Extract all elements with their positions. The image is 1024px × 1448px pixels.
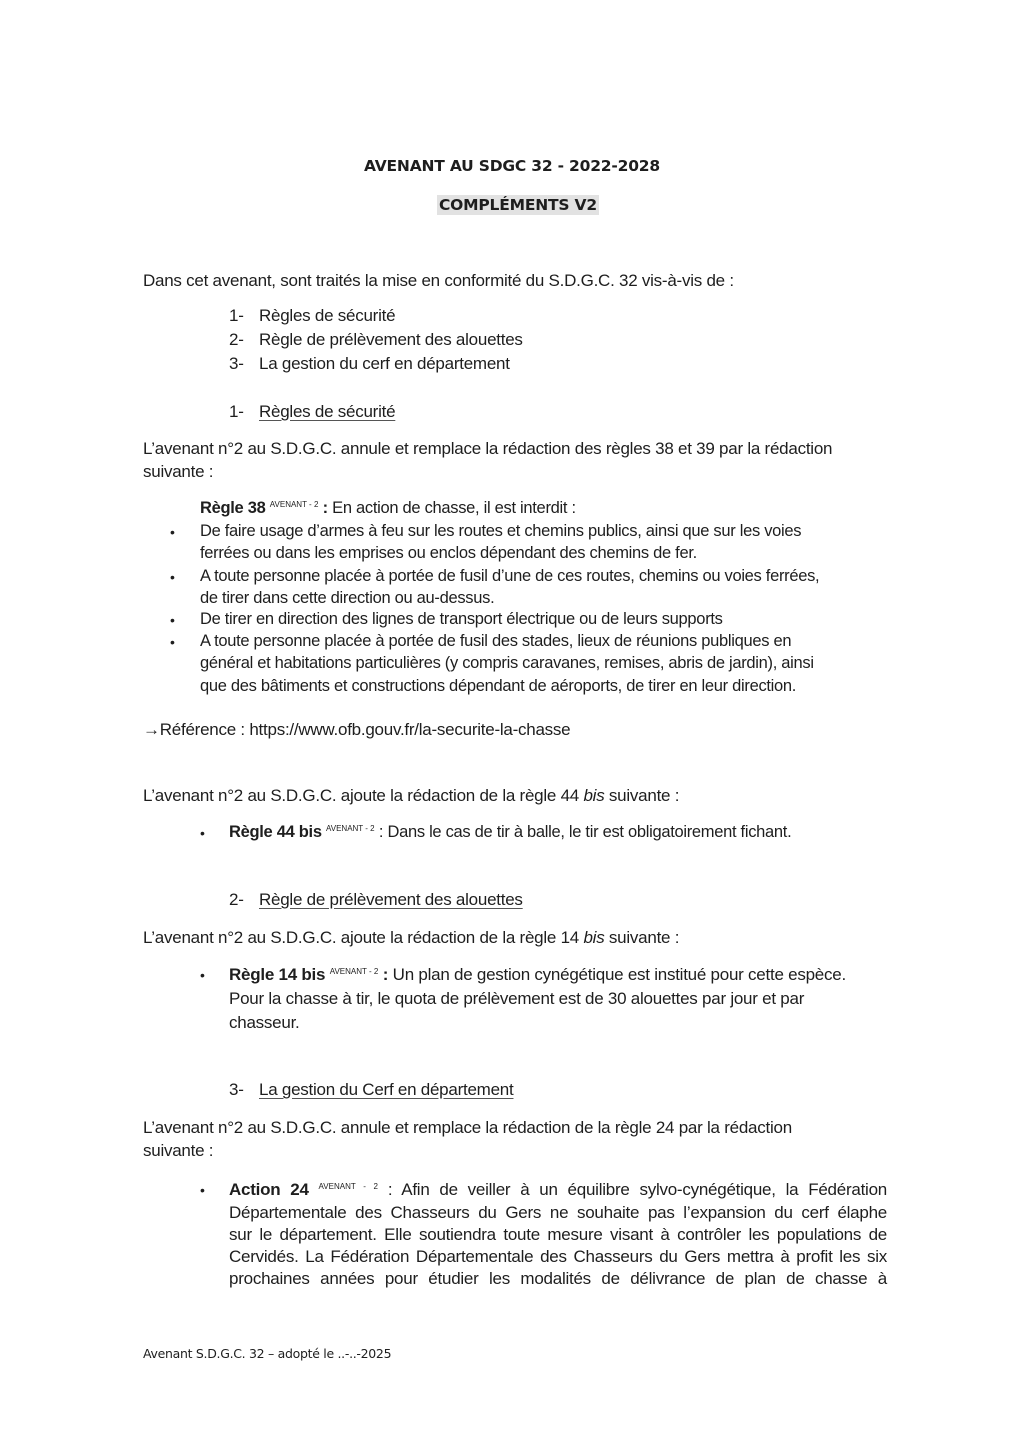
list-label: Règles de sécurité [259, 306, 396, 325]
action-24-line: sur le département. Elle soutiendra toute mesure visant à contrôler les populations de [229, 1225, 887, 1244]
arrow-right-icon: → [143, 720, 160, 739]
section-2-heading [229, 890, 523, 910]
bullet-icon: • [170, 612, 175, 628]
section-title: Règles de sécurité [259, 402, 396, 421]
section-3-intro: L’avenant n°2 au S.D.G.C. annule et remplace la rédaction de la règle 24 par la rédaction [143, 1118, 792, 1137]
section-number: 3- [229, 1080, 244, 1099]
section-number: 1- [229, 402, 244, 421]
bullet-text: que des bâtiments et constructions dépendant de aéroports, de tirer en leur direction. [200, 677, 797, 695]
rule-text: chasseur. [229, 1013, 300, 1032]
action-24-line: Départementale des Chasseurs du Gers ne souhaite pas l’expansion du cerf élaphe [229, 1203, 887, 1222]
intro-list-item [229, 306, 395, 326]
rule-label: Règle 44 bis [229, 823, 322, 841]
rule-label: Règle 38 [200, 499, 266, 517]
section-title: Règle de prélèvement des alouettes [259, 890, 523, 909]
bullet-icon: • [200, 825, 205, 841]
bullet-icon: • [200, 967, 205, 983]
section-1-intro-cont: suivante : [143, 462, 214, 481]
action-superscript: AVENANT - 2 [318, 1182, 378, 1191]
rule-text: Pour la chasse à tir, le quota de prélèvement est de 30 alouettes par jour et par [229, 989, 805, 1008]
list-number: 1- [229, 306, 244, 325]
section-1-intro: L’avenant n°2 au S.D.G.C. annule et remplace la rédaction des règles 38 et 39 par la rédaction [143, 439, 833, 458]
action-24-first-line [229, 1180, 887, 1200]
reference-link[interactable]: Référence : https://www.ofb.gouv.fr/la-securite-la-chasse [159, 720, 571, 739]
bullet-icon: • [170, 634, 175, 650]
bullet-text: de tirer dans cette direction ou au-dessus. [200, 589, 495, 607]
bullet-text: De faire usage d’armes à feu sur les routes et chemins publics, ainsi que sur les voies [200, 522, 802, 540]
rule-label: Règle 14 bis [229, 965, 326, 984]
document-title: AVENANT AU SDGC 32 - 2022-2028 [364, 157, 660, 175]
bullet-text: général et habitations particulières (y compris caravanes, remises, abris de jardin), ainsi [200, 654, 814, 672]
action-text: : Afin de veiller à un équilibre sylvo-cynégétique, la Fédération [387, 1180, 887, 1199]
list-number: 3- [229, 354, 244, 373]
section-2-intro: L’avenant n°2 au S.D.G.C. ajoute la rédaction de la règle 14 bis suivante : [143, 928, 680, 947]
reference-line [143, 720, 570, 740]
action-label: Action 24 [229, 1180, 309, 1199]
rule-text: : Dans le cas de tir à balle, le tir est obligatoirement fichant. [374, 823, 792, 841]
section-3-intro-cont: suivante : [143, 1141, 214, 1160]
bullet-text: A toute personne placée à portée de fusil des stades, lieux de réunions publiques en [200, 632, 792, 650]
rule-superscript: AVENANT - 2 [269, 500, 319, 509]
section-3-heading [229, 1080, 513, 1100]
document-subtitle: COMPLÉMENTS V2 [439, 196, 597, 214]
rule-44-intro: L’avenant n°2 au S.D.G.C. ajoute la rédaction de la règle 44 bis suivante : [143, 786, 680, 805]
action-24-line: Cervidés. La Fédération Départementale des Chasseurs du Gers mettra à profit les six [229, 1247, 887, 1266]
intro-list-item [229, 354, 510, 374]
bullet-text: De tirer en direction des lignes de transport électrique ou de leurs supports [200, 610, 723, 628]
list-number: 2- [229, 330, 244, 349]
section-1-heading [229, 402, 395, 422]
rule-44-bis [229, 823, 791, 842]
section-number: 2- [229, 890, 244, 909]
bullet-icon: • [170, 524, 175, 540]
rule-text: Un plan de gestion cynégétique est institué pour cette espèce. [388, 965, 846, 984]
bullet-text: A toute personne placée à portée de fusil d’une de ces routes, chemins ou voies ferrées, [200, 567, 820, 585]
list-label: La gestion du cerf en département [259, 354, 510, 373]
action-24-line: prochaines années pour étudier les modalités de délivrance de plan de chasse à [229, 1269, 887, 1288]
bullet-icon: • [200, 1182, 205, 1198]
section-title: La gestion du Cerf en département [259, 1080, 514, 1099]
list-label: Règle de prélèvement des alouettes [259, 330, 523, 349]
intro-list-item [229, 330, 523, 350]
page-footer: Avenant S.D.G.C. 32 – adopté le ..-..-2025 [143, 1346, 392, 1361]
rule-text: En action de chasse, il est interdit : [327, 499, 576, 517]
intro-text: Dans cet avenant, sont traités la mise en conformité du S.D.G.C. 32 vis-à-vis de : [143, 271, 734, 290]
rule-superscript: AVENANT - 2 [326, 824, 375, 833]
rule-superscript: AVENANT - 2 [329, 967, 379, 976]
rule-14-bis: Règle 14 bis $^{AVENANT - 2}$ : Un plan de gestion cynégétique est institué pour cette espèce. [229, 965, 846, 984]
rule-38-heading: Règle 38 $^{AVENANT - 2}$ : En action de chasse, il est interdit : [200, 499, 576, 517]
bullet-text: ferrées ou dans les emprises ou enclos dépendant des chemins de fer. [200, 544, 697, 562]
bullet-icon: • [170, 569, 175, 585]
